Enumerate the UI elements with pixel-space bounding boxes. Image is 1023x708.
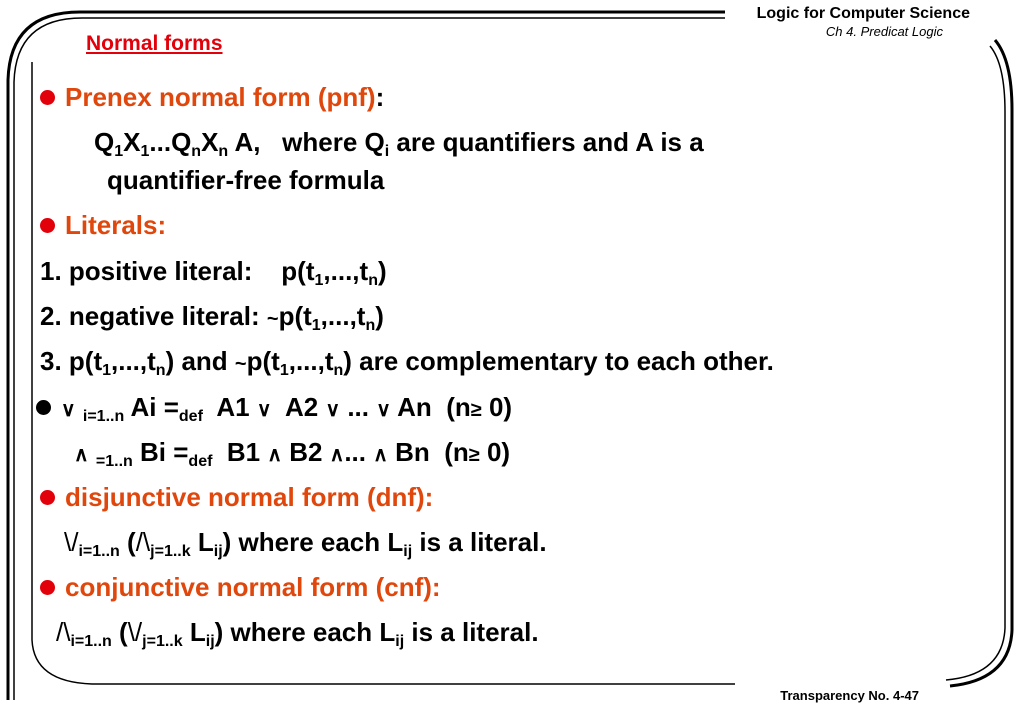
cnf-text: is a literal.	[404, 617, 539, 647]
tilde-symbol: ~	[266, 308, 279, 330]
def-sub: def	[188, 453, 213, 470]
pnf-sub: i	[384, 143, 390, 160]
dnf-text: (	[119, 527, 136, 557]
def-text: 0)	[479, 437, 511, 467]
dnf-heading: disjunctive normal form (dnf):	[65, 482, 434, 512]
def-sub: =1..n	[95, 453, 133, 470]
pnf-x: X	[123, 127, 141, 157]
chapter-title: Ch 4. Predicat Logic	[825, 24, 943, 39]
def-text: Ai =	[124, 392, 179, 422]
pnf-q: Q	[171, 127, 192, 157]
bullet-icon	[40, 90, 55, 105]
pnf-sub: n	[191, 143, 202, 160]
literal-text: 1. positive literal: p(t	[40, 256, 315, 286]
cnf-text: (	[111, 617, 128, 647]
dnf-sub: ij	[213, 543, 223, 560]
literal-text: 3. p(t	[40, 346, 103, 376]
cnf-text: L	[182, 617, 206, 647]
pnf-tail: A, where Q	[228, 127, 385, 157]
literal-sub: 1	[311, 317, 321, 334]
def-text: An (n	[390, 392, 471, 422]
course-title: Logic for Computer Science	[756, 5, 970, 22]
def-text: Bn (n	[387, 437, 469, 467]
dnf-sub: i=1..n	[78, 543, 120, 560]
literal-text: ,...,t	[323, 256, 369, 286]
def-text: A1	[202, 392, 257, 422]
literal-text: p(t	[246, 346, 280, 376]
transparency-number: Transparency No. 4-47	[780, 688, 919, 703]
pnf-line2: quantifier-free formula	[107, 165, 385, 195]
literal-text: )	[377, 256, 387, 286]
literal-sub: n	[333, 362, 344, 379]
literal-text: p(t	[278, 301, 312, 331]
pnf-sub: 1	[140, 143, 150, 160]
def-sub: def	[178, 408, 203, 425]
cnf-formula	[56, 617, 539, 650]
literal-text: ,...,t	[111, 346, 156, 376]
slide-title: Normal forms	[86, 32, 223, 55]
literal-sub: 1	[279, 362, 289, 379]
literal-sub: n	[365, 317, 376, 334]
literal-text: 2. negative literal:	[40, 301, 267, 331]
def-text: ...	[340, 392, 377, 422]
def-sub: i=1..n	[82, 408, 125, 425]
pnf-heading: Prenex normal form (pnf)	[65, 82, 376, 112]
pnf-x: X	[201, 127, 219, 157]
cnf-sub: ij	[395, 633, 405, 650]
pnf-q: Q	[94, 127, 115, 157]
cnf-heading-line	[40, 572, 441, 602]
bullet-icon	[40, 490, 55, 505]
or-symbol: ∨	[376, 399, 391, 421]
def-text: Bi =	[132, 437, 189, 467]
literal-text: )	[375, 301, 384, 331]
vee-symbol: \/	[127, 617, 143, 647]
wedge-symbol: /\	[56, 617, 71, 647]
geq-symbol: ≥	[468, 444, 480, 466]
cnf-text: ) where each L	[214, 617, 396, 647]
pnf-sub: 1	[114, 143, 124, 160]
def-text: 0)	[481, 392, 513, 422]
literal-text: ,...,t	[288, 346, 334, 376]
literal-text: ,...,t	[320, 301, 366, 331]
cnf-heading: conjunctive normal form (cnf):	[65, 572, 441, 602]
and-symbol: ∧	[329, 444, 345, 466]
dnf-text: L	[190, 527, 214, 557]
bullet-icon	[40, 218, 55, 233]
pnf-rest: are quantifiers and A is a	[389, 127, 704, 157]
conjunction-definition	[74, 437, 510, 470]
literal-complementary	[40, 346, 774, 379]
bullet-icon	[40, 580, 55, 595]
pnf-formula-line	[78, 127, 704, 160]
bullet-icon	[36, 400, 51, 415]
def-text: B1	[212, 437, 268, 467]
dnf-heading-line	[40, 482, 433, 512]
literals-heading: Literals:	[65, 210, 167, 240]
literals-heading-line	[40, 210, 166, 240]
wedge-symbol: /\	[135, 527, 151, 557]
pnf-heading-line	[40, 82, 384, 112]
literal-sub: n	[368, 272, 378, 289]
literal-sub: 1	[102, 362, 112, 379]
or-symbol: ∨	[325, 399, 341, 421]
literal-sub: n	[155, 362, 166, 379]
literal-negative	[40, 301, 384, 334]
literal-sub: 1	[314, 272, 324, 289]
def-text: B2	[281, 437, 330, 467]
dnf-text: is a literal.	[412, 527, 547, 557]
def-text: ...	[344, 437, 374, 467]
and-symbol: ∧	[267, 444, 282, 466]
and-symbol: ∧	[74, 444, 89, 466]
literal-text: ) and	[165, 346, 235, 376]
and-symbol: ∧	[373, 444, 388, 466]
dnf-sub: j=1..k	[150, 543, 191, 560]
pnf-sub: n	[218, 143, 229, 160]
cnf-sub: i=1..n	[70, 633, 112, 650]
dnf-formula	[64, 527, 547, 560]
or-symbol: ∨	[61, 399, 76, 421]
pnf-colon: :	[375, 82, 385, 112]
def-text: A2	[271, 392, 326, 422]
dnf-sub: ij	[403, 543, 413, 560]
literal-positive	[40, 256, 387, 289]
dnf-text: ) where each L	[222, 527, 404, 557]
pnf-dots: ...	[149, 127, 172, 157]
cnf-sub: j=1..k	[142, 633, 183, 650]
disjunction-definition	[36, 392, 512, 425]
literal-text: ) are complementary to each other.	[343, 346, 774, 376]
or-symbol: ∨	[256, 399, 272, 421]
tilde-symbol: ~	[234, 353, 247, 375]
cnf-sub: ij	[205, 633, 215, 650]
vee-symbol: \/	[64, 527, 79, 557]
geq-symbol: ≥	[470, 399, 482, 421]
